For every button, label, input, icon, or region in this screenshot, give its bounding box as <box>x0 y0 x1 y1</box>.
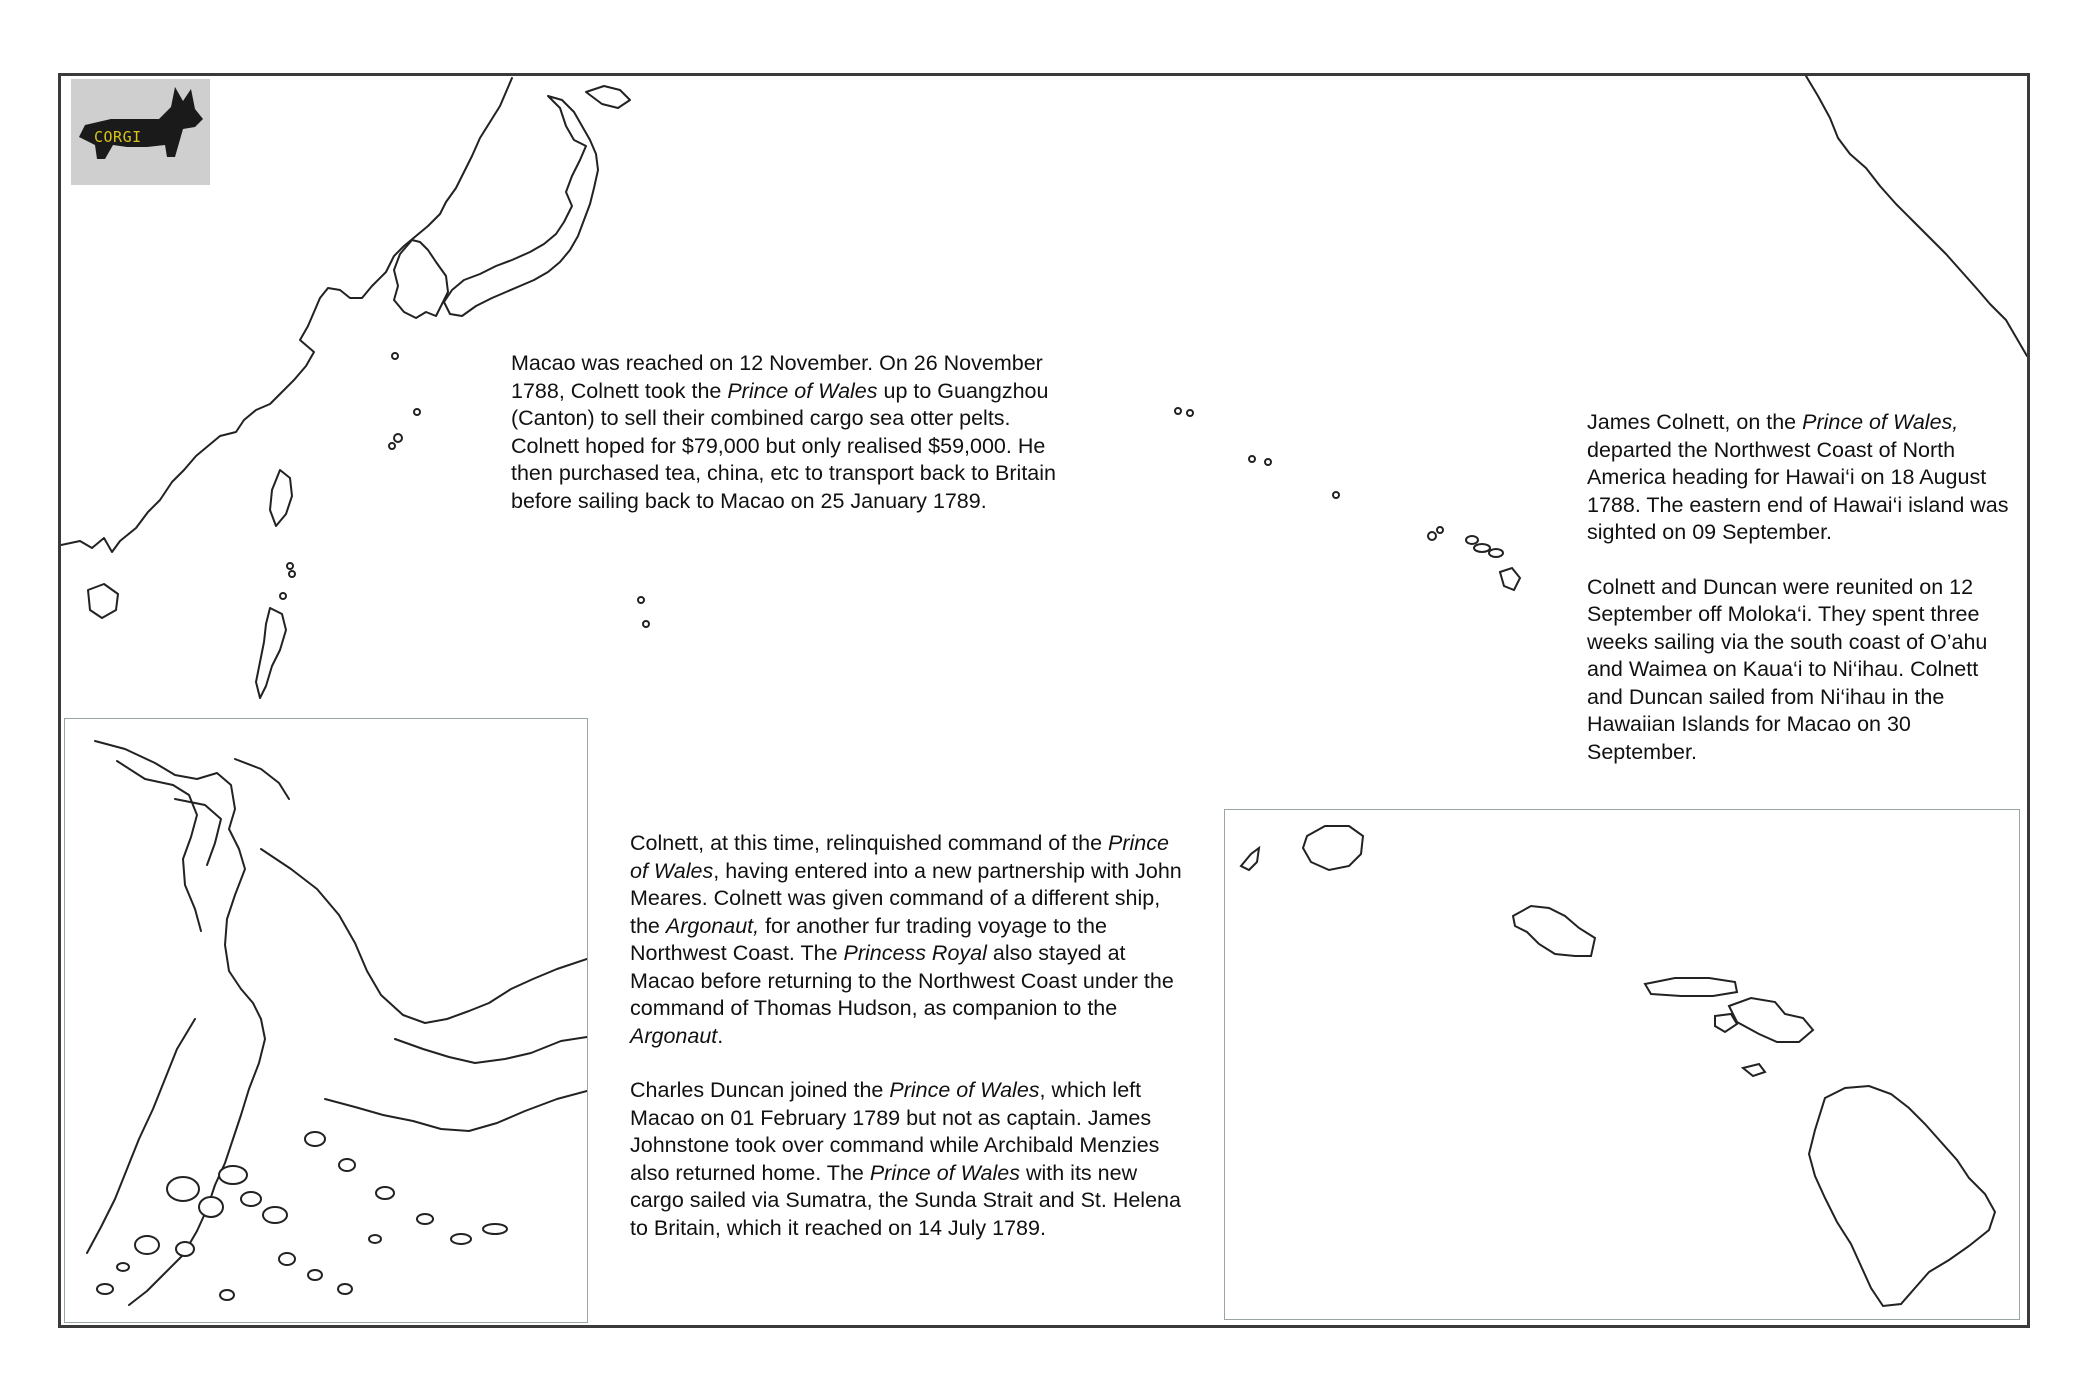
text-segment: also stayed at Macao before returning to the Northwest Coast under the command of Thomas Hudson, as companion to the <box>630 941 1174 1020</box>
italic-ship-name: Prince of Wales <box>889 1078 1040 1102</box>
text-segment: for another fur trading voyage to the Northwest Coast. The <box>630 913 1107 965</box>
text-segment: . <box>717 1023 724 1048</box>
hawaiian-islands-inset <box>1224 809 2020 1320</box>
italic-ship-name: Prince of Wales <box>727 378 878 403</box>
delta-east-shore-2 <box>395 1037 587 1063</box>
text-segment: departed the Northwest Coast of North America heading for Hawai‘i on 18 August 1788. The eastern end of Hawai‘i island was sighted on 09 September. <box>1587 437 2009 544</box>
hawaii-note <box>1587 409 2012 766</box>
pearl-river-delta-map <box>65 719 587 1322</box>
philippines-coastline <box>256 608 286 698</box>
hawaii-big-island <box>1809 1086 1995 1306</box>
pearl-river-delta-inset <box>64 718 588 1323</box>
maui-island <box>1729 998 1813 1042</box>
delta-east-shore-3 <box>325 1091 587 1131</box>
text-segment: Colnett, at this time, relinquished command of the <box>630 831 1109 855</box>
delta-channel-3 <box>175 799 221 865</box>
italic-ship-name: Princess Royal <box>843 941 987 965</box>
hawaii-chain-small <box>1466 536 1520 590</box>
text-segment: up to Guangzhou (Canton) to sell their combined cargo sea otter pelts. Colnett hoped for $79,000 but only realised $59,000. He then purchased tea, china, etc to transport back to Britain before sailing back to Macao on 25 January 1789. <box>511 378 1056 513</box>
macao-paragraph <box>511 350 1071 515</box>
macao-note <box>511 350 1071 515</box>
argonaut-paragraph-1 <box>630 830 1190 1050</box>
italic-ship-name: Prince of Wales <box>869 1160 1020 1185</box>
hawaii-paragraph-1 <box>1587 409 2012 547</box>
north-america-coastline <box>1806 76 2027 356</box>
corgi-logo <box>71 79 210 185</box>
delta-channel-4 <box>235 759 289 799</box>
korea-coastline <box>394 240 448 318</box>
argonaut-paragraph-2 <box>630 1077 1190 1242</box>
italic-ship-name: Prince of Wales, <box>1802 410 1959 434</box>
kauai-island <box>1303 826 1363 870</box>
molokai-island <box>1645 978 1737 996</box>
japan-coastline <box>444 96 598 316</box>
delta-islands <box>97 1132 507 1300</box>
delta-river-channels <box>95 741 265 1305</box>
text-segment: with its new cargo sailed via Sumatra, the Sunda Strait and St. Helena to Britain, which it reached on 14 July 1789. <box>630 1160 1181 1240</box>
delta-west-shore <box>87 1019 195 1253</box>
delta-east-shore <box>261 849 587 1023</box>
italic-ship-name: Prince of Wales <box>630 831 1169 883</box>
kahoolawe-island <box>1743 1064 1765 1076</box>
text-segment: James Colnett, on the <box>1587 410 1803 434</box>
text-segment: , which left Macao on 01 February 1789 but not as captain. James Johnstone took over command while Archibald Menzies also returned home. The <box>630 1078 1160 1185</box>
argonaut-note <box>630 830 1190 1242</box>
hokkaido-coastline <box>586 86 630 108</box>
delta-channel-2 <box>117 761 201 931</box>
hawaiian-islands-map <box>1225 810 2019 1319</box>
logo-text: CORGI <box>94 128 142 146</box>
niihau-island <box>1241 848 1259 870</box>
text-segment: Charles Duncan joined the <box>630 1078 890 1102</box>
taiwan-coastline <box>270 470 292 526</box>
hawaii-paragraph-2 <box>1587 574 2012 767</box>
text-segment: Macao was reached on 12 November. On 26 November 1788, Colnett took the <box>511 351 1043 403</box>
italic-ship-name: Argonaut <box>630 1023 718 1048</box>
text-segment: Colnett and Duncan were reunited on 12 September off Moloka‘i. They spent three weeks sailing via the south coast of O’ahu and Waimea on Kaua‘i to Ni‘ihau. Colnett and Duncan sailed from Ni‘ihau in the Hawaiian Islands for Macao on 30 September. <box>1587 574 1988 764</box>
text-segment: , having entered into a new partnership with John Meares. Colnett was given command of a different ship, the <box>630 858 1182 938</box>
oahu-island <box>1513 906 1595 956</box>
hainan-coastline <box>88 584 118 618</box>
italic-ship-name: Argonaut, <box>665 913 760 938</box>
